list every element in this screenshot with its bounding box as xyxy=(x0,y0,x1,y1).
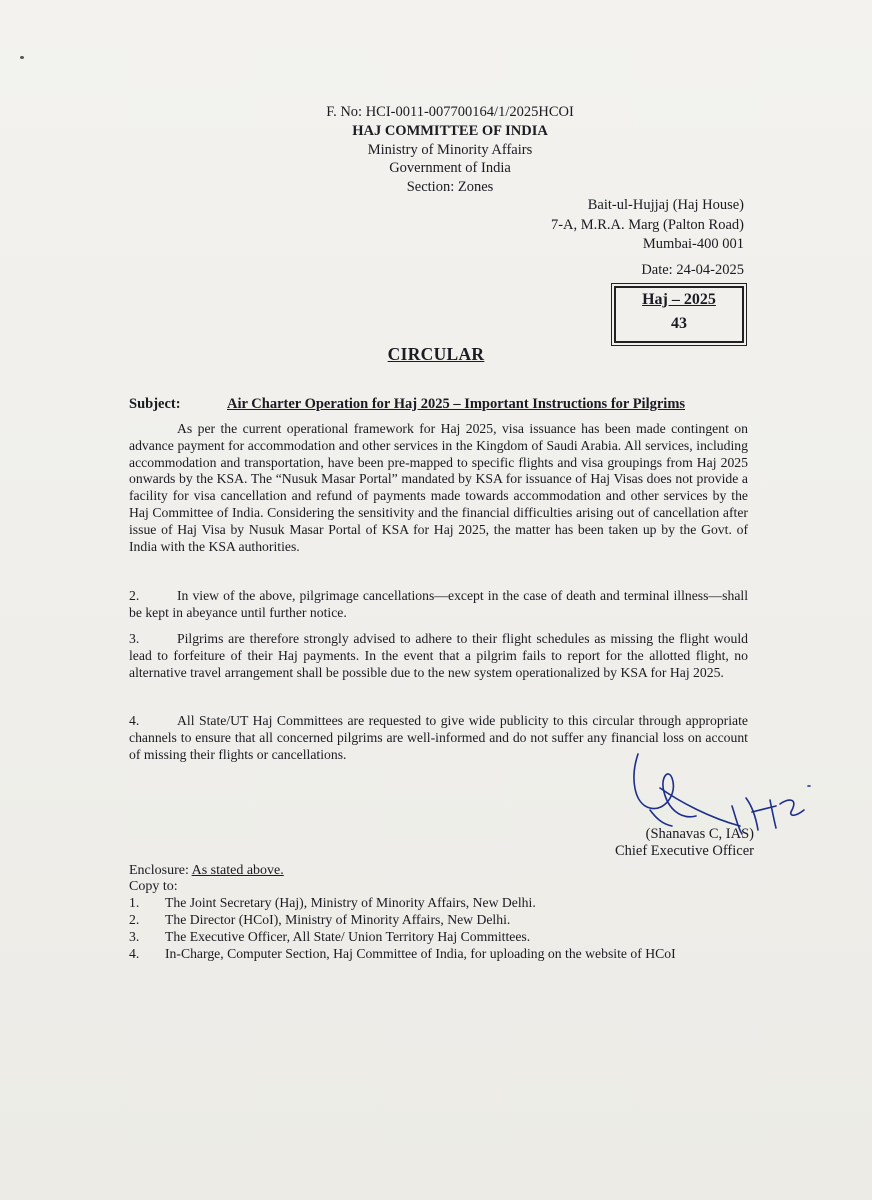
signatory-name: (Shanavas C, IAS) xyxy=(645,826,754,842)
subject-line xyxy=(129,396,685,413)
address-line-1: Bait-ul-Hujjaj (Haj House) xyxy=(587,197,744,213)
ministry-name: Ministry of Minority Affairs xyxy=(367,142,533,158)
section-name: Section: Zones xyxy=(406,179,494,195)
paragraph-3 xyxy=(129,631,748,681)
organization-name: HAJ COMMITTEE OF INDIA xyxy=(352,123,548,139)
enclosure-line xyxy=(129,863,284,879)
circular-date: Date: 24-04-2025 xyxy=(641,262,744,278)
paragraph-1-text: As per the current operational framework for Haj 2025, visa issuance has been made contingent on advance payment for accommodation and other services in the Kingdom of Saudi Arabia. All services, including accommodation and transportation, have been pre-mapped to specific flights and visa groupings from Haj 2025 onwards by the KSA. The “Nusuk Masar Portal” mandated by KSA for issuance of Haj Visas does not provide a facility for visa cancellation and refund of payments made towards accommodation and other services by the Haj Committee of India. Considering the sensitivity and the financial difficulties arising out of cancellation after issue of Haj Visa by Nusuk Masar Portal of KSA for Haj 2025, the matter has been taken up by the Govt. of India with the KSA authorities. xyxy=(129,421,748,554)
paragraph-4-text: All State/UT Haj Committees are requested to give wide publicity to this circular through appropriate channels to ensure that all concerned pilgrims are well-informed and do not suffer any financial loss on account of missing their flights or cancellations. xyxy=(129,713,748,762)
list-item-number: 3. xyxy=(129,929,140,944)
list-item xyxy=(129,894,676,911)
list-item xyxy=(129,911,676,928)
enclosure-label: Enclosure: xyxy=(129,863,192,878)
copy-to-label: Copy to: xyxy=(129,879,178,894)
paragraph-2-number: 2. xyxy=(129,588,140,603)
list-item-text: The Joint Secretary (Haj), Ministry of Minority Affairs, New Delhi. xyxy=(165,895,536,910)
file-number: F. No: HCI-0011-007700164/1/2025HCOI xyxy=(326,104,574,120)
copy-to-list xyxy=(129,894,676,962)
paragraph-3-number: 3. xyxy=(129,631,140,646)
paragraph-4-number: 4. xyxy=(129,713,140,728)
address-line-2: 7-A, M.R.A. Marg (Palton Road) xyxy=(550,217,744,233)
government-name: Government of India xyxy=(389,160,511,176)
paragraph-3-text: Pilgrims are therefore strongly advised to adhere to their flight schedules as missing the flight would lead to forfeiture of their Haj payments. In the event that a pilgrim fails to report for the allotted flight, no alternative travel arrangement shall be possible due to the new system operationalized by KSA for Haj 2025. xyxy=(129,631,748,680)
subject-text: Air Charter Operation for Haj 2025 – Important Instructions for Pilgrims xyxy=(227,396,686,412)
list-item xyxy=(129,928,676,945)
list-item-text: In-Charge, Computer Section, Haj Committee of India, for uploading on the website of HCoI xyxy=(165,946,676,961)
reference-number: 43 xyxy=(671,315,687,332)
list-item-number: 2. xyxy=(129,912,140,927)
signatory-designation: Chief Executive Officer xyxy=(614,843,754,859)
enclosure-value: As stated above. xyxy=(191,863,284,878)
reference-box xyxy=(614,286,744,343)
list-item xyxy=(129,945,676,962)
paper-speck xyxy=(20,56,24,59)
paragraph-2 xyxy=(129,588,748,622)
list-item-number: 4. xyxy=(129,946,140,961)
list-item-text: The Executive Officer, All State/ Union Territory Haj Committees. xyxy=(165,929,531,944)
address-line-3: Mumbai-400 001 xyxy=(642,236,744,252)
subject-label: Subject: xyxy=(129,396,181,412)
list-item-number: 1. xyxy=(129,895,140,910)
circular-title: CIRCULAR xyxy=(387,344,485,364)
paragraph-1 xyxy=(129,421,748,555)
list-item-text: The Director (HCoI), Ministry of Minority Affairs, New Delhi. xyxy=(165,912,511,927)
reference-series: Haj – 2025 xyxy=(642,291,716,308)
paragraph-2-text: In view of the above, pilgrimage cancellations—except in the case of death and terminal illness—shall be kept in abeyance until further notice. xyxy=(129,588,748,620)
